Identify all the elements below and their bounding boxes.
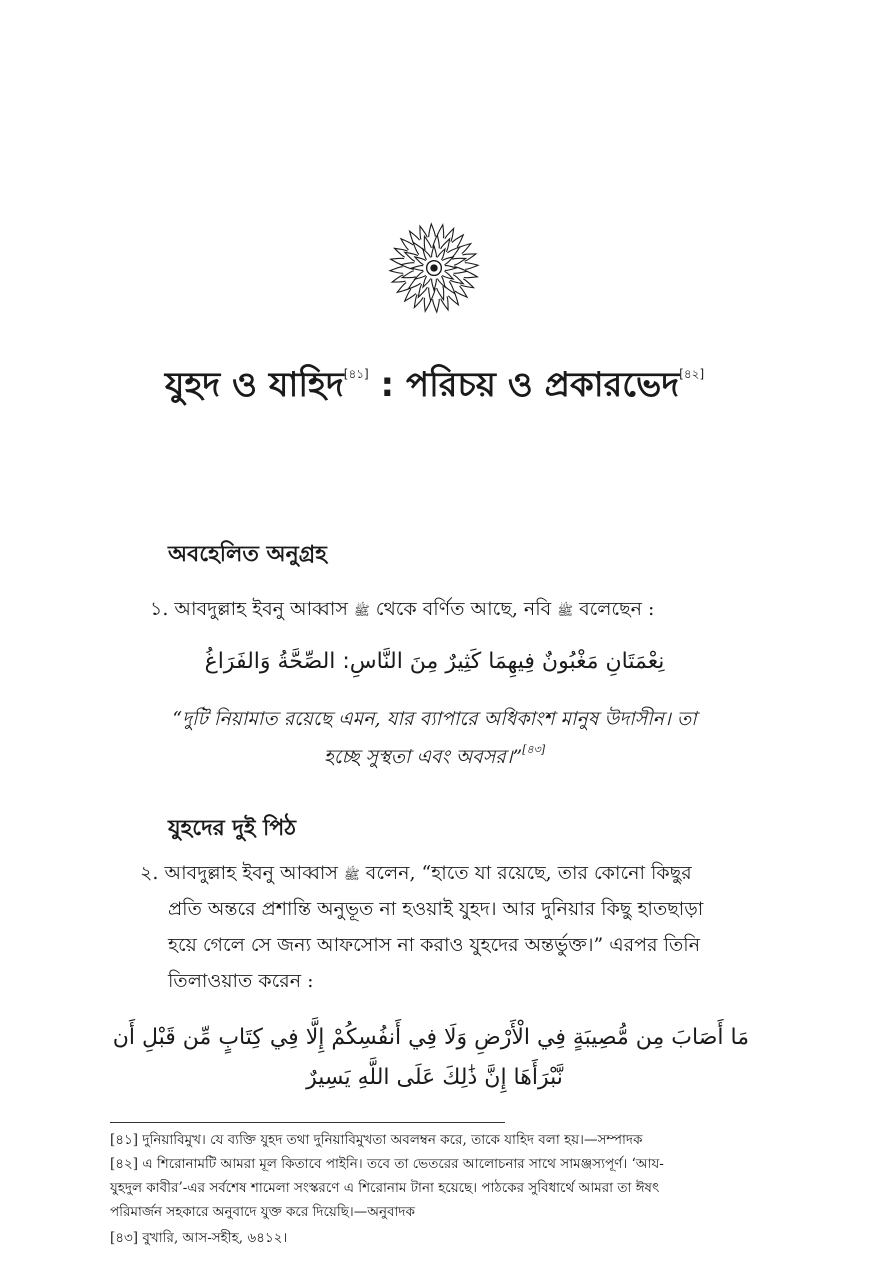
rosette-petal [423,249,431,260]
rosette-petal [437,276,445,287]
footnote-marker: [৪৩] [110,1230,139,1246]
paragraph-2-line-2: প্রতি অন্তরে প্রশান্তি অনুভূত না হওয়াই যুহদ। আর দুনিয়ার কিছু হাতছাড়া [168,898,704,920]
rosette-petal [444,281,455,293]
rosette-petal [437,286,444,299]
rosette-petal [452,258,465,265]
rosette-ornament-icon [388,222,480,314]
rosette-petal [448,292,458,305]
title-footnote-ref-41[interactable]: [৪১] [343,367,369,381]
honorific-icon: ﷺ [353,604,370,619]
section-heading-neglected-blessing: অবহেলিত অনুগ্রহ [168,542,327,567]
rosette-petal [397,282,410,292]
paragraph-1: ১. আবদুল্লাহ ইবনু আব্বাস ﷺ থেকে বর্ণিত আছে, নবি ﷺ বলেছেন : [150,598,655,620]
paragraph-2-line-1: ২. আবদুল্লাহ ইবনু আব্বাস ﷺ বলেন, “হাতে যা রয়েছে, তার কোনো কিছুর [140,862,692,884]
rosette-petal [410,231,420,244]
arabic-verse-line-1: مَا أَصَابَ مِن مُّصِيبَةٍ فِي الْأَرْضِ وَلَا فِي أَنفُسِكُمْ إِلَّا فِي كِتَابٍ مِّن قَبْلِ أَن [112,1025,749,1050]
footnote-divider [110,1122,505,1123]
paragraph-2-line-3: হয়ে গেলে সে জন্য আফসোস না করাও যুহদের অন্তর্ভুক্ত।” এরপর তিনি [168,934,701,956]
honorific-icon: ﷺ [344,868,360,883]
title-separator: : [368,365,406,405]
rosette-petal [447,247,459,258]
rosette-petal [405,289,416,301]
rosette-petal [452,235,463,247]
rosette-petal [420,226,427,239]
section-heading-two-sides-of-zuhd: যুহদের দুই পিঠ [168,816,297,841]
footnote-42-line-1: [৪২] এ শিরোনামটি আমরা মূল কিতাবে পাইনি। তবে তা ভেতরের আলোচনার সাথে সামঞ্জস্যপূর্ণ। ‘আয- [110,1156,664,1172]
chapter-title [0,360,869,410]
rosette-petal [458,244,471,254]
rosette-petal [441,296,448,309]
rosette-petal [455,286,467,297]
honorific-icon: ﷺ [557,604,574,619]
rosette-petal [437,249,445,260]
footnote-ref-43[interactable]: [৪৩] [522,743,546,756]
rosette-petal [392,275,405,282]
footnote-marker: [৪২] [110,1156,139,1172]
title-part2: পরিচয় ও প্রকারভেদ [406,365,680,405]
rosette-petal [413,242,424,254]
rosette-petal [465,263,478,270]
footnote-marker: [৪১] [110,1132,139,1148]
rosette-petal [390,267,403,274]
rosette-petal [424,236,431,249]
rosette-petal [442,257,453,265]
hadith-translation-line-1: “দুটি নিয়ামাত রয়েছে এমন, যার ব্যাপারে অধিকাংশ মানুষ উদাসীন। তা [172,708,697,730]
rosette-petal [408,278,420,289]
rosette-petal [401,239,413,250]
footnote-42-line-2: যুহদুল কাবীর’-এর সর্বশেষ শামেলা সংস্করণে এ শিরোনাম টানা হয়েছে। পাঠকের সুবিধার্থে আমরা তা ঈষৎ [110,1180,660,1196]
footnote-41: [৪১] দুনিয়াবিমুখ। যে ব্যক্তি যুহদ তথা দুনিয়াবিমুখতা অবলম্বন করে, তাকে যাহিদ বলা হয়।—সম্পাদক [110,1132,643,1148]
rosette-petal [415,271,426,279]
footnote-42-line-3: পরিমার্জন সহকারে অনুবাদে যুক্ত করে দিয়েছি।—অনুবাদক [110,1204,415,1220]
rosette-petal [442,271,453,279]
arabic-hadith-text: نِعْمَتَانِ مَغْبُونٌ فِيهِمَا كَثِيرٌ مِنَ النَّاسِ: الصِّحَّةُ وَالفَرَاغُ [204,649,665,674]
rosette-petal [402,271,415,278]
hadith-translation-line-2: হচ্ছে সুস্থতা এবং অবসর।”[৪৩] [323,743,546,768]
rosette-petal [429,224,436,237]
rosette-petal [433,299,440,312]
rosette-petal [423,276,431,287]
title-footnote-ref-42[interactable]: [৪২] [679,367,705,381]
arabic-verse-line-2: نَّبْرَأَهَا إِنَّ ذَٰلِكَ عَلَى اللَّهِ يَسِيرٌ [306,1065,563,1090]
paragraph-2-line-4: তিলাওয়াত করেন : [168,970,314,992]
paragraph-number: ২. [140,862,159,884]
paragraph-number: ১. [150,598,169,620]
rosette-petal [462,254,475,261]
footnote-43: [৪৩] বুখারি, আস-সহীহ, ৬৪১২। [110,1230,288,1246]
title-part1: যুহদ ও যাহিদ [164,365,344,405]
rosette-petal [415,257,426,265]
